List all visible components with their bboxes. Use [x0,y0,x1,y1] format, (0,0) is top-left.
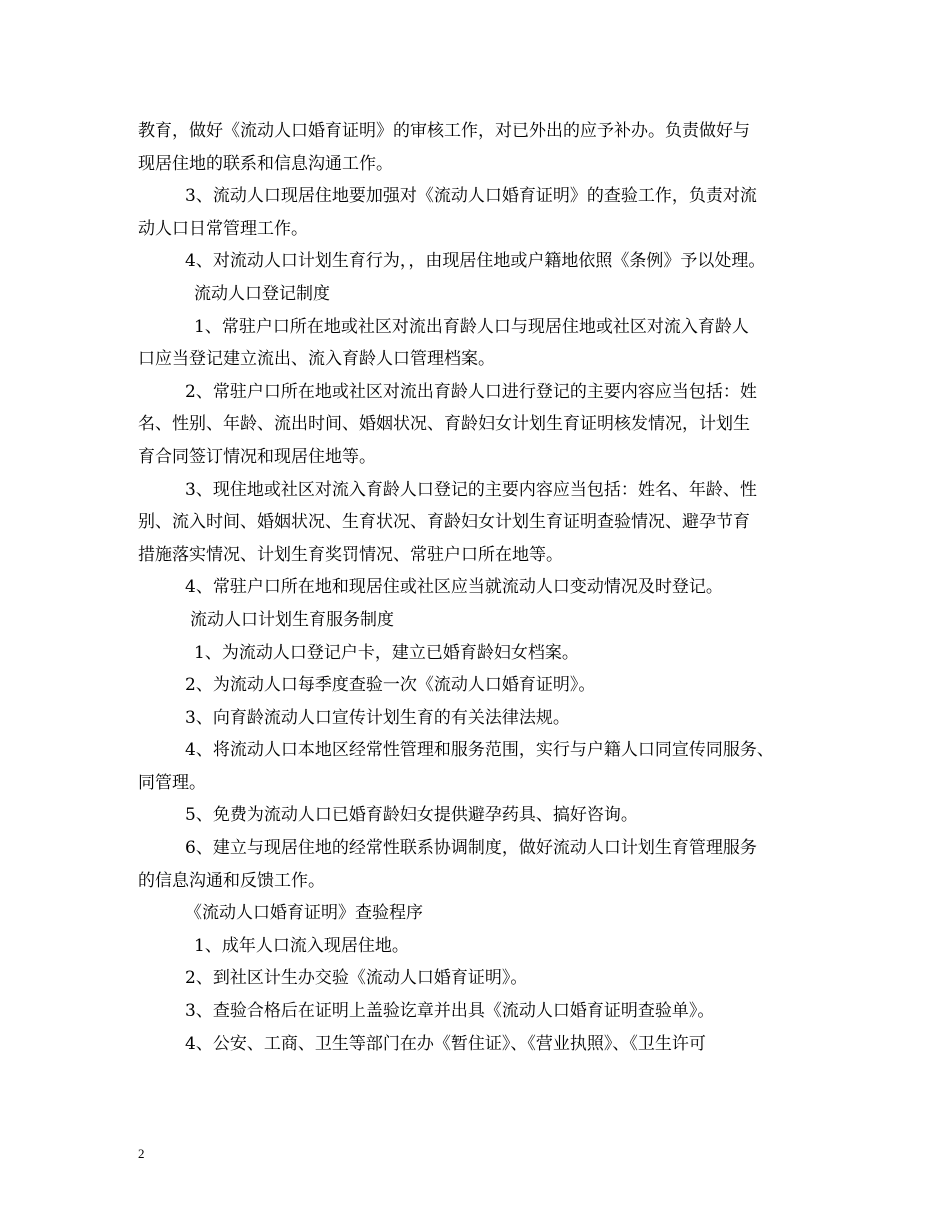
text-line: 3、现住地或社区对流入育龄人口登记的主要内容应当包括：姓名、年龄、性 [185,479,757,500]
text-line: 措施落实情况、计划生育奖罚情况、常驻户口所在地等。 [138,544,563,565]
text-line: 教育，做好《流动人口婚育证明》的审核工作，对已外出的应予补办。负责做好与 [138,121,750,141]
section-heading: 流动人口计划生育服务制度 [190,609,394,630]
text-line: 4、对流动人口计划生育行为，，由现居住地或户籍地依照《条例》予以处理。 [185,251,766,272]
text-line: 现居住地的联系和信息沟通工作。 [138,153,393,174]
text-line: 1、常驻户口所在地或社区对流出育龄人口与现居住地或社区对流入育龄人 [194,316,749,337]
text-line: 5、免费为流动人口已婚育龄妇女提供避孕药具、搞好咨询。 [185,805,638,826]
text-line: 6、建立与现居住地的经常性联系协调制度，做好流动人口计划生育管理服务 [185,838,757,859]
text-line: 3、查验合格后在证明上盖验讫章并出具《流动人口婚育证明查验单》。 [185,1001,715,1022]
page-number: 2 [138,1146,145,1161]
text-line: 2、到社区计生办交验《流动人口婚育证明》。 [185,968,528,989]
text-line: 名、性别、年龄、流出时间、婚姻状况、育龄妇女计划生育证明核发情况，计划生 [138,414,750,435]
text-line: 动人口日常管理工作。 [138,218,308,239]
text-line: 3、流动人口现居住地要加强对《流动人口婚育证明》的查验工作，负责对流 [185,186,757,207]
text-line: 2、为流动人口每季度查验一次《流动人口婚育证明》。 [185,675,596,696]
text-line: 3、向育龄流动人口宣传计划生育的有关法律法规。 [185,707,570,728]
section-heading: 流动人口登记制度 [194,283,330,304]
text-line: 别、流入时间、婚姻状况、生育状况、育龄妇女计划生育证明查验情况、避孕节育 [138,512,750,533]
text-line: 4、将流动人口本地区经常性管理和服务范围，实行与户籍人口同宣传同服务、 [185,740,774,761]
text-line: 4、公安、工商、卫生等部门在办《暂住证》、《营业执照》、《卫生许可 [185,1033,706,1054]
section-heading: 《流动人口婚育证明》查验程序 [185,903,423,924]
text-line: 同管理。 [138,772,206,793]
text-line: 口应当登记建立流出、流入育龄人口管理档案。 [138,349,495,370]
text-line: 1、成年人口流入现居住地。 [194,935,409,956]
document-body [138,115,818,1060]
text-line: 2、常驻户口所在地或社区对流出育龄人口进行登记的主要内容应当包括：姓 [185,381,757,402]
text-line: 的信息沟通和反馈工作。 [138,870,325,891]
text-line: 1、为流动人口登记户卡，建立已婚育龄妇女档案。 [194,642,579,663]
text-line: 育合同签订情况和现居住地等。 [138,446,376,467]
text-line: 4、常驻户口所在地和现居住或社区应当就流动人口变动情况及时登记。 [185,577,723,598]
